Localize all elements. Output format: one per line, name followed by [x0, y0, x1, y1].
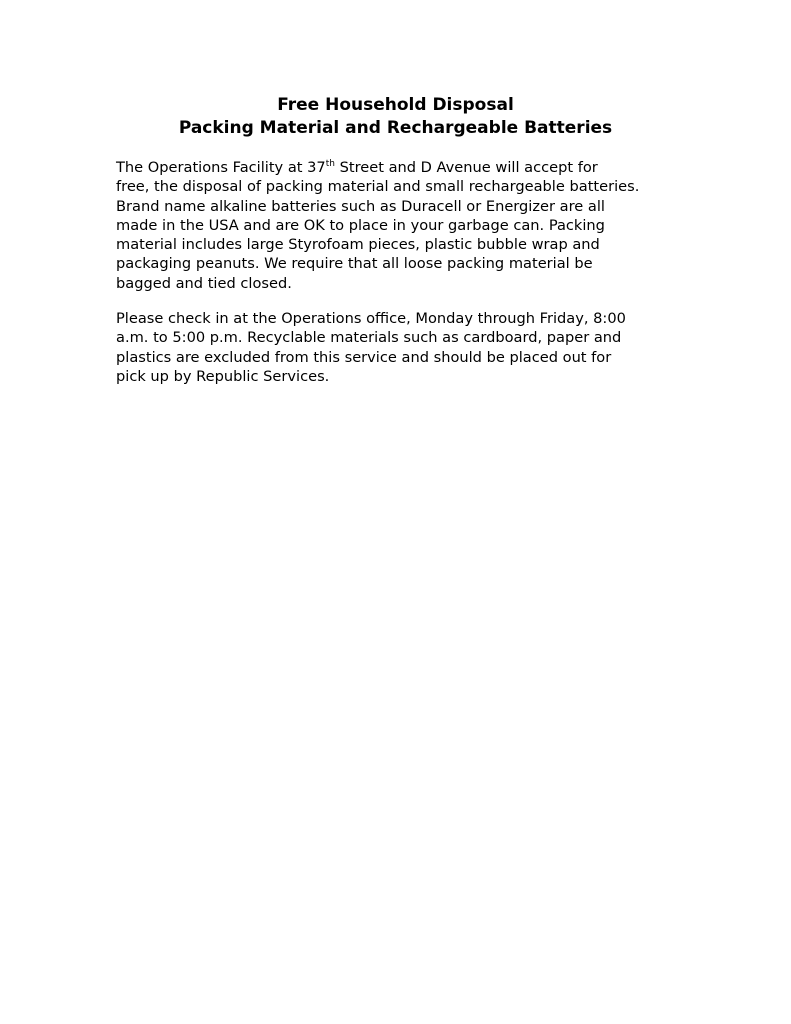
text-segment: The Operations Facility at 37 [116, 159, 326, 176]
document-subtitle: Packing Material and Rechargeable Batteries [178, 118, 613, 138]
paragraph-line: free, the disposal of packing material and small rechargeable batteries. [116, 178, 640, 196]
paragraph-line [116, 158, 716, 177]
paragraph-line: bagged and tied closed. [116, 274, 292, 292]
paragraph-line: plastics are excluded from this service and should be placed out for [116, 348, 612, 366]
document-title: Free Household Disposal [277, 95, 514, 115]
paragraph-line: a.m. to 5:00 p.m. Recyclable materials such as cardboard, paper and [116, 329, 622, 347]
text-segment: Street and D Avenue will accept for [334, 159, 598, 176]
paragraph-line: packaging peanuts. We require that all loose packing material be [116, 255, 593, 273]
paragraph-intro [116, 158, 716, 293]
paragraph-line: material includes large Styrofoam pieces, plastic bubble wrap and [116, 236, 600, 254]
superscript-ordinal: th [325, 159, 335, 169]
paragraph-hours [116, 309, 716, 386]
paragraph-line: Brand name alkaline batteries such as Duracell or Energizer are all [116, 197, 605, 215]
paragraph-line: pick up by Republic Services. [116, 367, 330, 385]
paragraph-line: Please check in at the Operations office, Monday through Friday, 8:00 [116, 310, 626, 327]
paragraph-line: made in the USA and are OK to place in your garbage can. Packing [116, 216, 605, 234]
